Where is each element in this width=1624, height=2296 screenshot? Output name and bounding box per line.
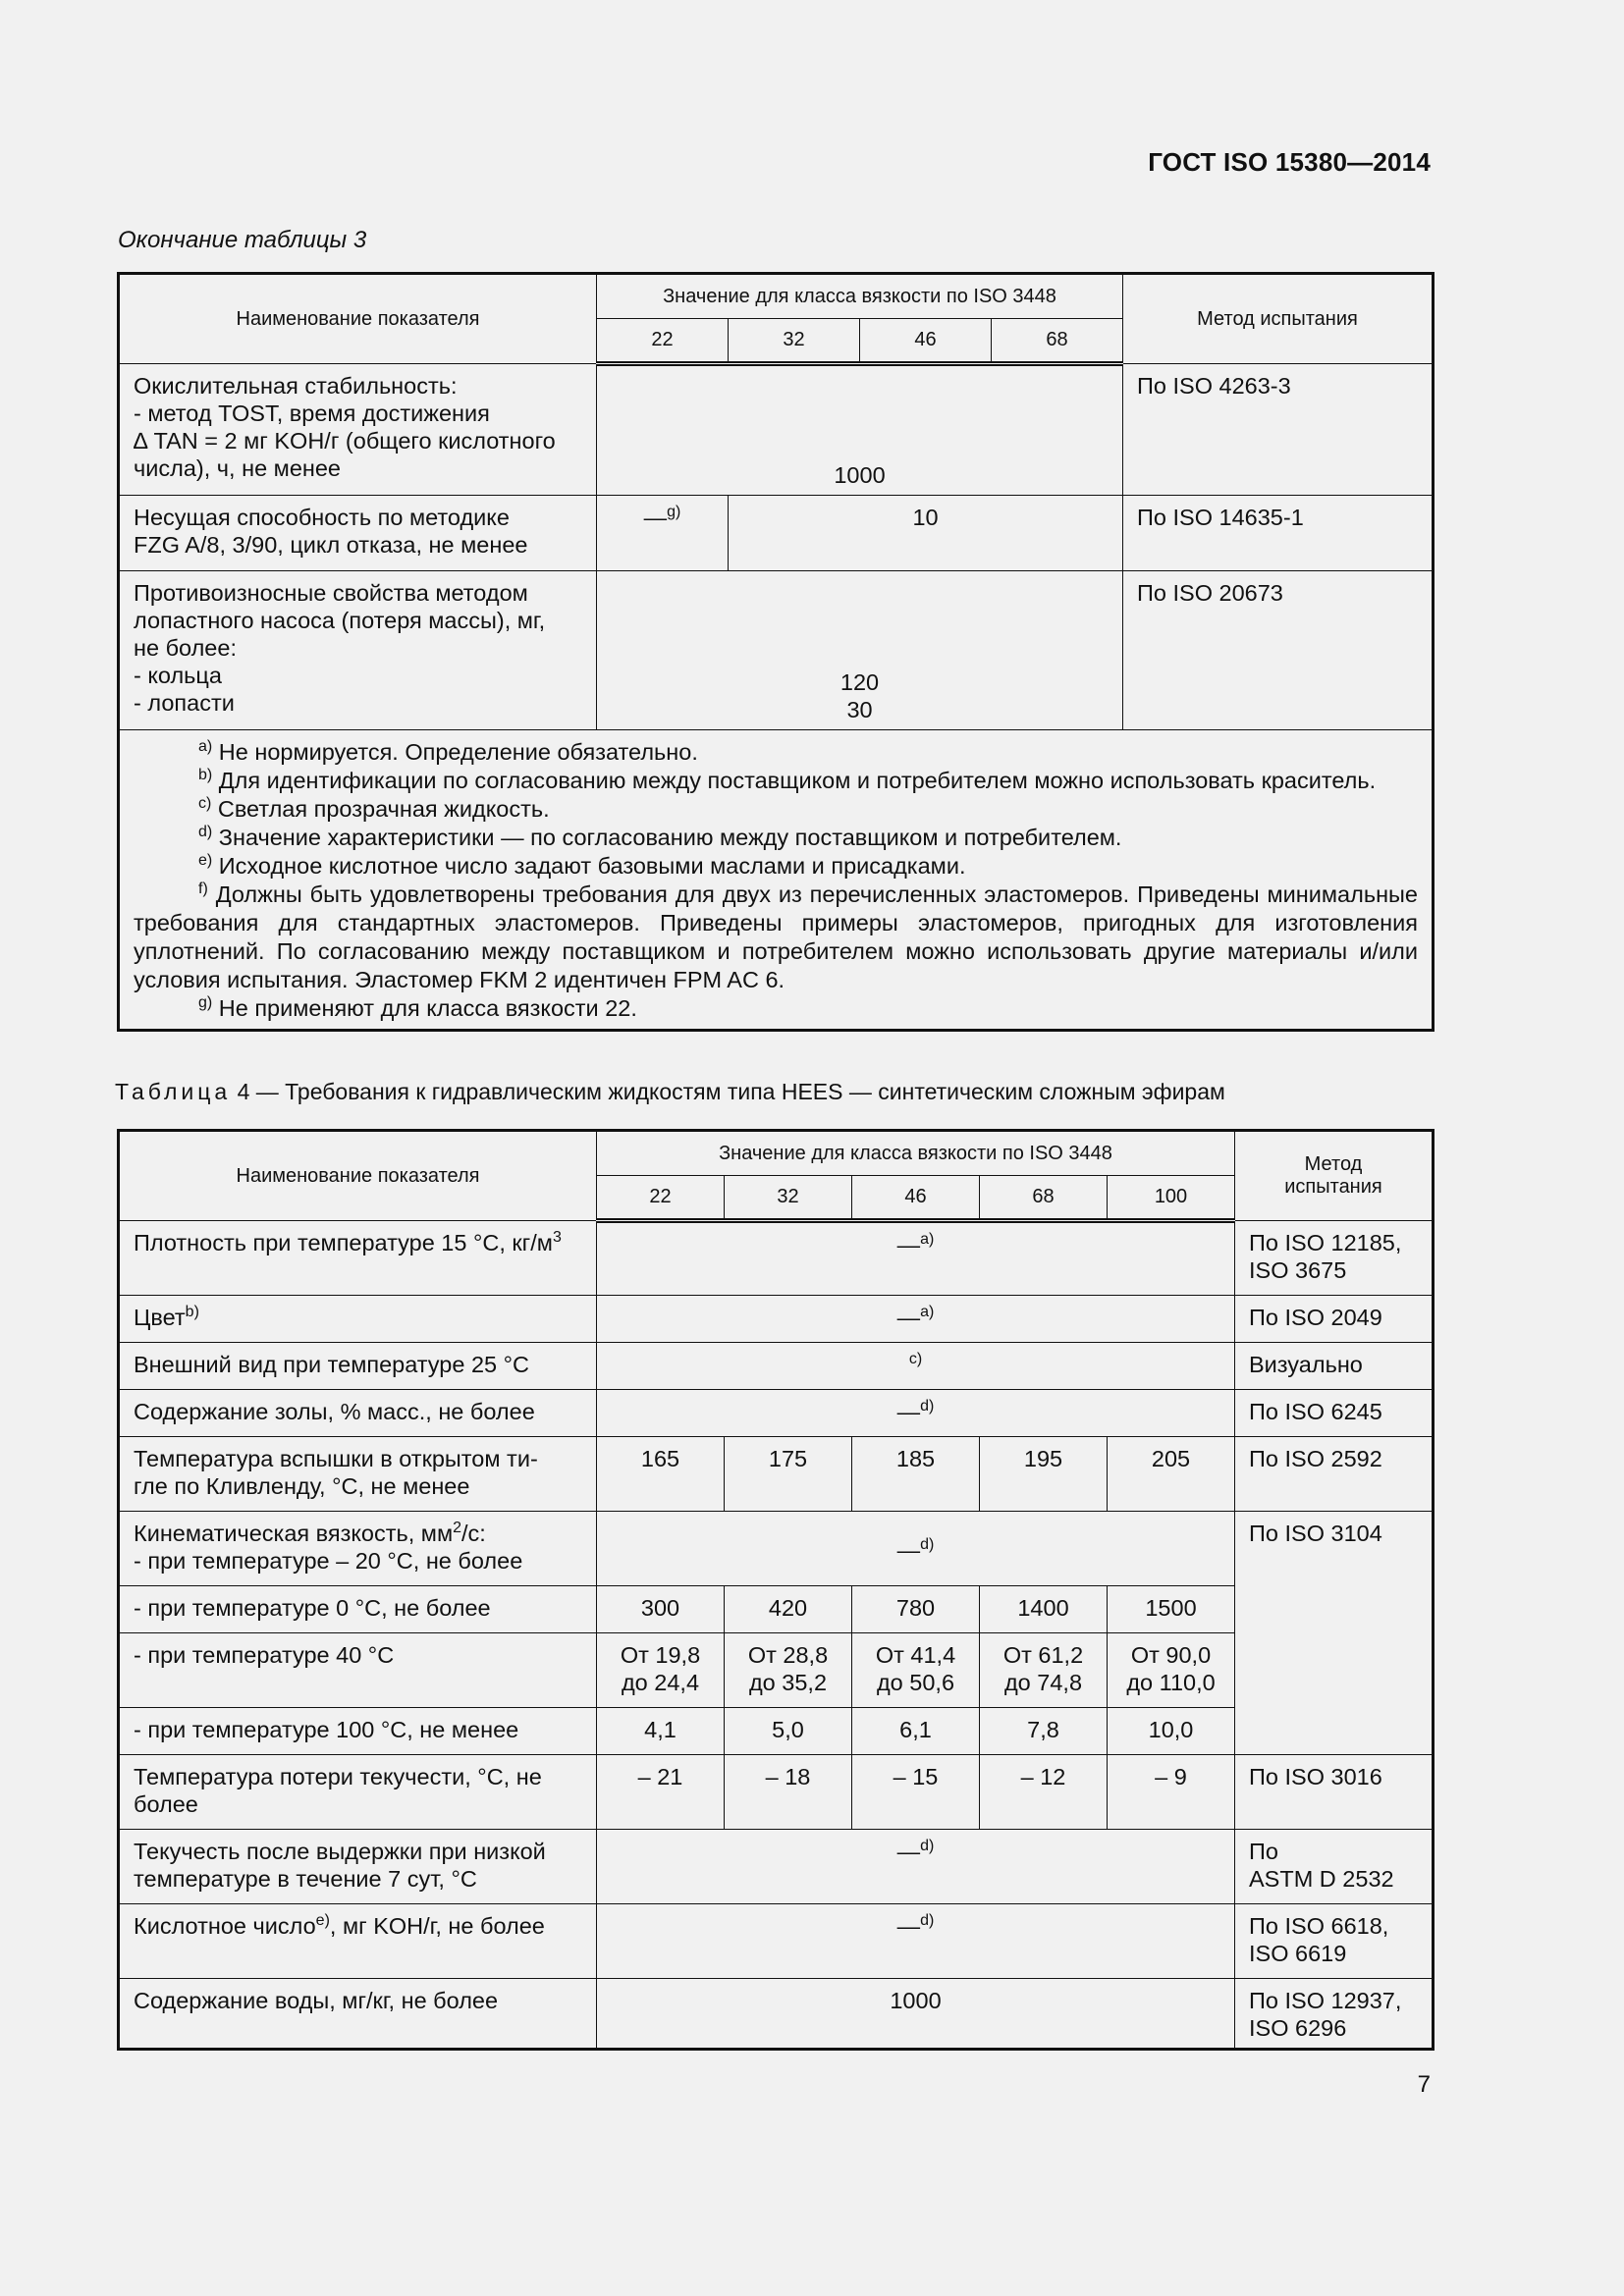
table3-antiwear-name bbox=[119, 571, 597, 730]
note-e-label: e) bbox=[198, 852, 213, 869]
note-c-text: Светлая прозрачная жидкость. bbox=[217, 796, 550, 822]
table3-row-load bbox=[119, 496, 1434, 571]
viscosity-line2: - при температуре – 20 °С, не более bbox=[134, 1548, 523, 1574]
table3-load-name bbox=[119, 496, 597, 571]
oxidation-line: ∆ TAN = 2 мг KOH/г (общего кислотного bbox=[134, 428, 556, 454]
pour-value-22: – 21 bbox=[597, 1755, 725, 1830]
flash-value-100: 205 bbox=[1108, 1437, 1235, 1512]
flash-value-68: 195 bbox=[980, 1437, 1108, 1512]
visc-100-value-68: 7,8 bbox=[980, 1708, 1108, 1755]
density-name bbox=[119, 1221, 597, 1296]
table4-row-lowtemp bbox=[119, 1830, 1434, 1904]
note-e bbox=[134, 852, 1418, 881]
table3-header-row bbox=[119, 274, 1434, 319]
antiwear-vanes-value: 30 bbox=[846, 697, 873, 722]
load-line: Несущая способность по методике bbox=[134, 505, 510, 530]
viscosity-minus20-value bbox=[597, 1512, 1235, 1586]
color-value bbox=[597, 1296, 1235, 1343]
visc-100-value-22: 4,1 bbox=[597, 1708, 725, 1755]
visc-100-value-32: 5,0 bbox=[725, 1708, 852, 1755]
color-name-sup: b) bbox=[185, 1304, 199, 1320]
visc-0-value-68: 1400 bbox=[980, 1586, 1108, 1633]
visc-100-value-100: 10,0 bbox=[1108, 1708, 1235, 1755]
antiwear-line: лопастного насоса (потеря массы), мг, bbox=[134, 608, 546, 633]
table3-class-32: 32 bbox=[729, 319, 860, 364]
density-note-ref: a) bbox=[920, 1231, 935, 1248]
ash-value bbox=[597, 1390, 1235, 1437]
pour-value-32: – 18 bbox=[725, 1755, 852, 1830]
table3-header-method: Метод испытания bbox=[1123, 274, 1434, 364]
pour-name bbox=[119, 1755, 597, 1830]
note-g bbox=[134, 994, 1418, 1023]
load-line: FZG A/8, 3/90, цикл отказа, не менее bbox=[134, 532, 528, 558]
note-a bbox=[134, 738, 1418, 767]
viscosity-line1-text: Кинематическая вязкость, мм bbox=[134, 1521, 454, 1546]
acid-name-text: Кислотное число bbox=[134, 1913, 316, 1939]
appearance-note-ref: c) bbox=[908, 1351, 923, 1367]
density-method-line: ISO 3675 bbox=[1249, 1257, 1347, 1283]
antiwear-line: не более: bbox=[134, 635, 237, 661]
table3-load-value: 10 bbox=[729, 496, 1123, 571]
water-value: 1000 bbox=[597, 1979, 1235, 2050]
acid-note-ref: d) bbox=[920, 1912, 935, 1929]
acid-method-line: ISO 6619 bbox=[1249, 1941, 1347, 1966]
oxidation-line: Окислительная стабильность: bbox=[134, 373, 458, 399]
density-method-line: По ISO 12185, bbox=[1249, 1230, 1402, 1255]
acid-name-sup: e) bbox=[315, 1912, 330, 1929]
table3-oxidation-method: По ISO 4263-3 bbox=[1123, 364, 1434, 496]
lowtemp-method-line: По bbox=[1249, 1839, 1278, 1864]
color-method: По ISO 2049 bbox=[1235, 1296, 1434, 1343]
table4-row-appearance bbox=[119, 1343, 1434, 1390]
visc-40-from: От 90,0 bbox=[1130, 1642, 1212, 1668]
table4-row-ash bbox=[119, 1390, 1434, 1437]
note-f-label: f) bbox=[198, 881, 208, 897]
table4-header-name: Наименование показателя bbox=[119, 1131, 597, 1221]
note-b-text: Для идентификации по согласованию между поставщиком и потребителем можно использовать краситель. bbox=[218, 768, 1377, 793]
pour-value-100: – 9 bbox=[1108, 1755, 1235, 1830]
table3-class-68: 68 bbox=[992, 319, 1123, 364]
viscosity-note-ref: d) bbox=[920, 1535, 935, 1553]
table4-header-method-line2: испытания bbox=[1284, 1176, 1382, 1198]
table3-notes bbox=[119, 730, 1434, 1031]
pour-method: По ISO 3016 bbox=[1235, 1755, 1434, 1830]
flash-line: Температура вспышки в открытом ти- bbox=[134, 1446, 538, 1471]
visc-40-to: до 35,2 bbox=[748, 1670, 828, 1695]
note-a-text: Не нормируется. Определение обязательно. bbox=[218, 739, 698, 765]
lowtemp-method-line: ASTM D 2532 bbox=[1249, 1866, 1394, 1892]
ash-method: По ISO 6245 bbox=[1235, 1390, 1434, 1437]
table4-caption bbox=[115, 1079, 1225, 1105]
density-dash: — bbox=[896, 1232, 921, 1257]
acid-dash: — bbox=[896, 1913, 921, 1939]
visc-40-name: - при температуре 40 °С bbox=[119, 1633, 597, 1708]
acid-value bbox=[597, 1904, 1235, 1979]
water-method bbox=[1235, 1979, 1434, 2050]
appearance-value bbox=[597, 1343, 1235, 1390]
table3-notes-row bbox=[119, 730, 1434, 1031]
acid-name-end: , мг KOH/г, не более bbox=[329, 1913, 545, 1939]
visc-40-value-68 bbox=[980, 1633, 1108, 1708]
color-name-text: Цвет bbox=[134, 1305, 186, 1330]
table3-class-46: 46 bbox=[860, 319, 992, 364]
pour-line: Температура потери текучести, °С, не bbox=[134, 1764, 542, 1789]
oxidation-line: числа), ч, не менее bbox=[134, 455, 342, 481]
visc-40-from: От 61,2 bbox=[1002, 1642, 1084, 1668]
load-dash: — bbox=[643, 505, 668, 530]
table3-row-antiwear bbox=[119, 571, 1434, 730]
table4-row-color bbox=[119, 1296, 1434, 1343]
acid-method-line: По ISO 6618, bbox=[1249, 1913, 1389, 1939]
acid-method bbox=[1235, 1904, 1434, 1979]
visc-0-value-100: 1500 bbox=[1108, 1586, 1235, 1633]
note-e-text: Исходное кислотное число задают базовыми маслами и присадками. bbox=[218, 853, 966, 879]
pour-value-46: – 15 bbox=[852, 1755, 980, 1830]
table4-header-method bbox=[1235, 1131, 1434, 1221]
appearance-name: Внешний вид при температуре 25 °С bbox=[119, 1343, 597, 1390]
color-name bbox=[119, 1296, 597, 1343]
table3-antiwear-method: По ISO 20673 bbox=[1123, 571, 1434, 730]
viscosity-line1-sup: 2 bbox=[453, 1520, 462, 1536]
viscosity-line1-end: /с: bbox=[461, 1521, 486, 1546]
note-c bbox=[134, 795, 1418, 824]
table4-row-density bbox=[119, 1221, 1434, 1296]
table4-row-flash bbox=[119, 1437, 1434, 1512]
visc-40-from: От 28,8 bbox=[747, 1642, 829, 1668]
table4-class-100: 100 bbox=[1108, 1176, 1235, 1221]
water-name: Содержание воды, мг/кг, не более bbox=[119, 1979, 597, 2050]
load-note-ref: g) bbox=[667, 504, 681, 520]
visc-0-value-22: 300 bbox=[597, 1586, 725, 1633]
flash-value-32: 175 bbox=[725, 1437, 852, 1512]
density-name-sup: 3 bbox=[552, 1229, 562, 1246]
table4-class-46: 46 bbox=[852, 1176, 980, 1221]
table4-caption-prefix: Таблица bbox=[115, 1079, 232, 1104]
table3-load-method: По ISO 14635-1 bbox=[1123, 496, 1434, 571]
lowtemp-method bbox=[1235, 1830, 1434, 1904]
table4-header-row bbox=[119, 1131, 1434, 1176]
table3-row-oxidation bbox=[119, 364, 1434, 496]
flash-value-22: 165 bbox=[597, 1437, 725, 1512]
water-method-line: По ISO 12937, bbox=[1249, 1988, 1402, 2013]
lowtemp-value bbox=[597, 1830, 1235, 1904]
antiwear-line: - лопасти bbox=[134, 690, 235, 716]
document-id: ГОСТ ISO 15380—2014 bbox=[1148, 147, 1431, 177]
note-c-label: c) bbox=[198, 795, 212, 812]
pour-value-68: – 12 bbox=[980, 1755, 1108, 1830]
ash-name: Содержание золы, % масс., не более bbox=[119, 1390, 597, 1437]
table4-header-values: Значение для класса вязкости по ISO 3448 bbox=[597, 1131, 1235, 1176]
note-g-label: g) bbox=[198, 994, 213, 1011]
note-b-label: b) bbox=[198, 767, 213, 783]
density-method bbox=[1235, 1221, 1434, 1296]
visc-0-value-46: 780 bbox=[852, 1586, 980, 1633]
table4 bbox=[117, 1129, 1435, 2051]
lowtemp-line: Текучесть после выдержки при низкой bbox=[134, 1839, 546, 1864]
note-d-label: d) bbox=[198, 824, 213, 840]
visc-40-value-22 bbox=[597, 1633, 725, 1708]
note-a-label: a) bbox=[198, 738, 213, 755]
pour-line: более bbox=[134, 1791, 198, 1817]
flash-method: По ISO 2592 bbox=[1235, 1437, 1434, 1512]
visc-40-to: до 110,0 bbox=[1126, 1670, 1216, 1695]
flash-line: гле по Кливленду, °С, не менее bbox=[134, 1473, 470, 1499]
table4-class-22: 22 bbox=[597, 1176, 725, 1221]
table3 bbox=[117, 272, 1435, 1032]
table3-header-name: Наименование показателя bbox=[119, 274, 597, 364]
visc-0-name: - при температуре 0 °С, не более bbox=[119, 1586, 597, 1633]
table4-header-method-line1: Метод bbox=[1304, 1153, 1363, 1175]
visc-40-from: От 19,8 bbox=[620, 1642, 701, 1668]
visc-40-to: до 74,8 bbox=[1003, 1670, 1083, 1695]
table4-caption-text: 4 — Требования к гидравлическим жидкостям типа HEES — синтетическим сложным эфирам bbox=[237, 1079, 1225, 1104]
color-dash: — bbox=[896, 1305, 921, 1330]
flash-value-46: 185 bbox=[852, 1437, 980, 1512]
viscosity-name bbox=[119, 1512, 597, 1586]
table3-oxidation-value: 1000 bbox=[597, 364, 1123, 496]
table4-row-pour bbox=[119, 1755, 1434, 1830]
table3-load-value-22 bbox=[597, 496, 729, 571]
water-method-line: ISO 6296 bbox=[1249, 2015, 1347, 2041]
visc-40-from: От 41,4 bbox=[875, 1642, 956, 1668]
appearance-method: Визуально bbox=[1235, 1343, 1434, 1390]
density-value bbox=[597, 1221, 1235, 1296]
table4-class-32: 32 bbox=[725, 1176, 852, 1221]
visc-40-value-100 bbox=[1108, 1633, 1235, 1708]
visc-40-to: до 50,6 bbox=[876, 1670, 955, 1695]
visc-40-value-32 bbox=[725, 1633, 852, 1708]
lowtemp-note-ref: d) bbox=[920, 1838, 935, 1854]
viscosity-method: По ISO 3104 bbox=[1235, 1512, 1434, 1755]
antiwear-line: - кольца bbox=[134, 663, 222, 688]
visc-100-name: - при температуре 100 °С, не менее bbox=[119, 1708, 597, 1755]
table3-antiwear-values bbox=[597, 571, 1123, 730]
flash-name bbox=[119, 1437, 597, 1512]
page-number: 7 bbox=[1417, 2071, 1431, 2098]
visc-40-to: до 24,4 bbox=[621, 1670, 700, 1695]
note-b bbox=[134, 767, 1418, 795]
lowtemp-line: температуре в течение 7 сут, °С bbox=[134, 1866, 477, 1892]
note-d-text: Значение характеристики — по согласованию между поставщиком и потребителем. bbox=[218, 825, 1122, 850]
ash-dash: — bbox=[896, 1399, 921, 1424]
table3-caption: Окончание таблицы 3 bbox=[118, 227, 367, 253]
table4-row-acid bbox=[119, 1904, 1434, 1979]
lowtemp-name bbox=[119, 1830, 597, 1904]
note-d bbox=[134, 824, 1418, 852]
table4-row-water bbox=[119, 1979, 1434, 2050]
lowtemp-dash: — bbox=[896, 1839, 921, 1864]
table4-class-68: 68 bbox=[980, 1176, 1108, 1221]
note-f-text: Должны быть удовлетворены требования для двух из перечисленных эластомеров. Приведены минимальные требования для стандартных эластомеров. Приведены примеры эластомеров, пригодных для изготовления уплотнений. По согласованию между поставщиком и потребителем можно использовать другие материалы и/или условия испытания. Эластомер FKM 2 идентичен FPM AC 6. bbox=[134, 881, 1419, 992]
note-g-text: Не применяют для класса вязкости 22. bbox=[218, 995, 637, 1021]
table3-header-values: Значение для класса вязкости по ISO 3448 bbox=[597, 274, 1123, 319]
note-f bbox=[134, 881, 1418, 994]
viscosity-line1 bbox=[134, 1520, 582, 1547]
antiwear-line: Противоизносные свойства методом bbox=[134, 580, 528, 606]
visc-0-value-32: 420 bbox=[725, 1586, 852, 1633]
visc-40-value-46 bbox=[852, 1633, 980, 1708]
density-name-text: Плотность при температуре 15 °С, кг/м bbox=[134, 1230, 553, 1255]
table4-row-viscosity bbox=[119, 1512, 1434, 1586]
visc-100-value-46: 6,1 bbox=[852, 1708, 980, 1755]
table3-class-22: 22 bbox=[597, 319, 729, 364]
antiwear-rings-value: 120 bbox=[839, 669, 880, 695]
viscosity-dash: — bbox=[896, 1536, 921, 1563]
ash-note-ref: d) bbox=[920, 1398, 935, 1415]
color-note-ref: a) bbox=[920, 1304, 935, 1320]
table3-oxidation-name bbox=[119, 364, 597, 496]
oxidation-line: - метод TOST, время достижения bbox=[134, 400, 490, 426]
acid-name bbox=[119, 1904, 597, 1979]
